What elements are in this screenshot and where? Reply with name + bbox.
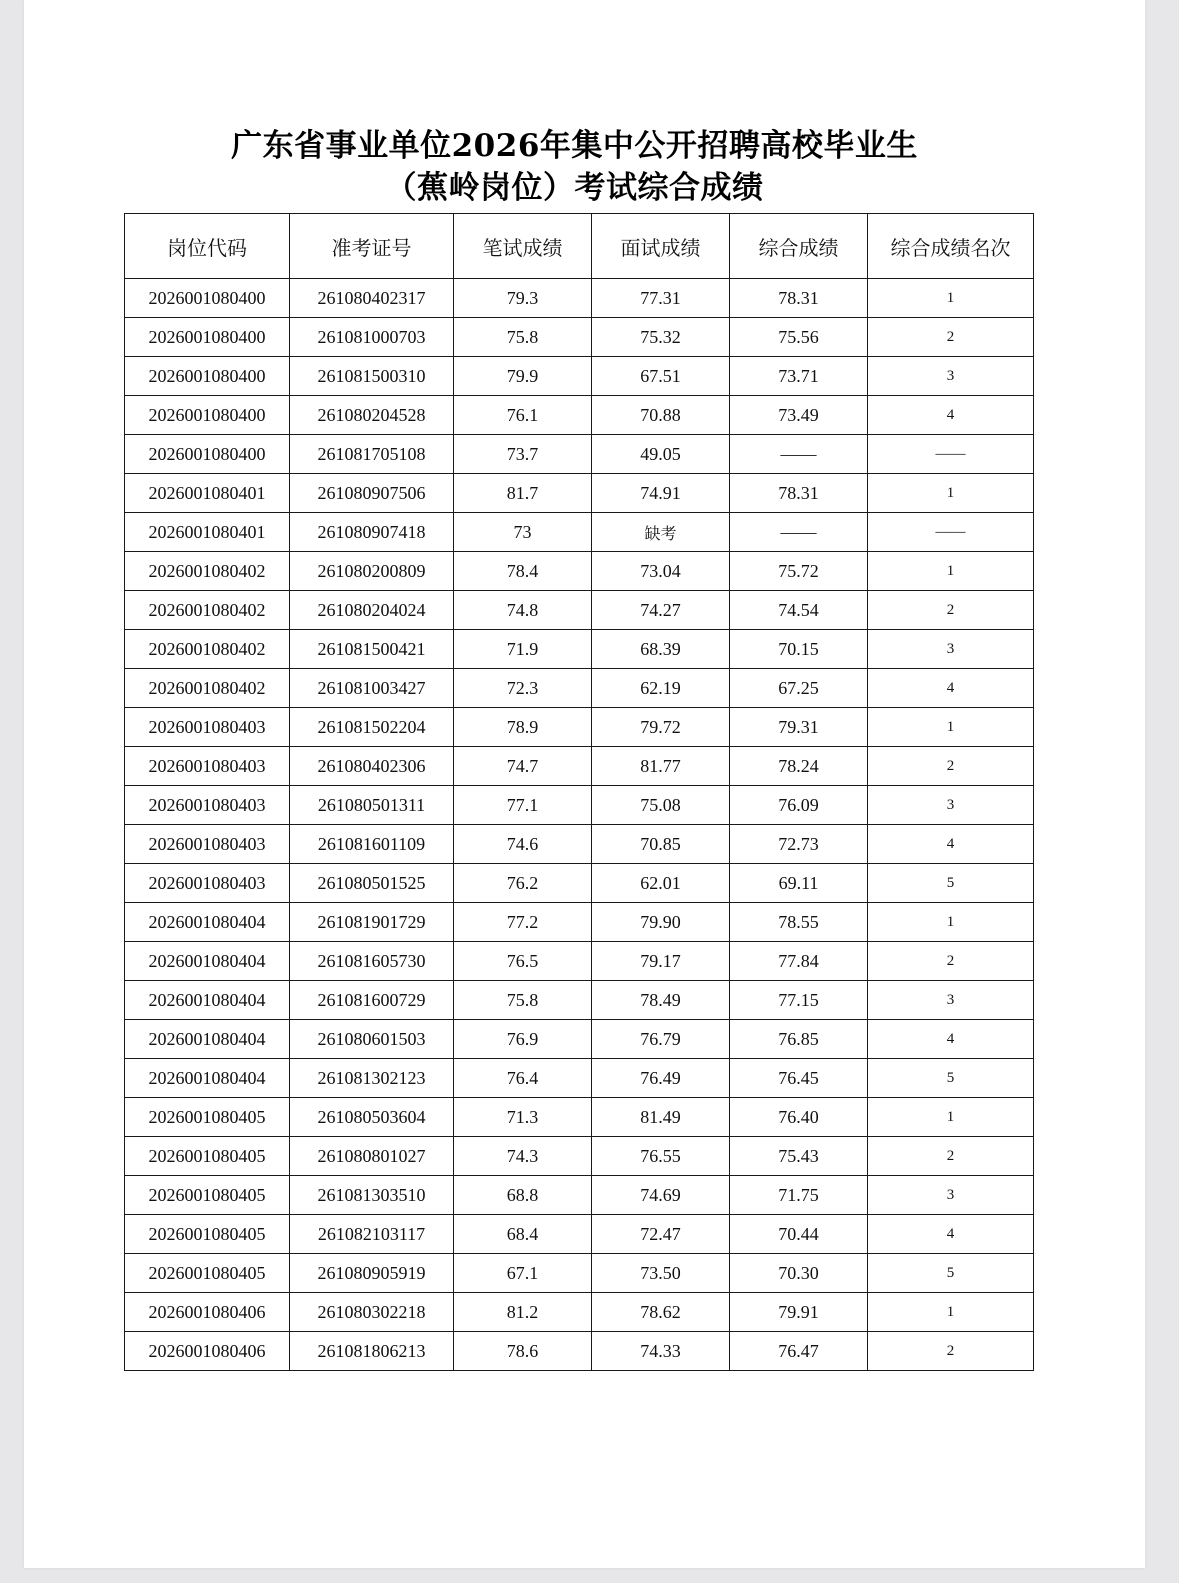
total-score-cell: 78.24 xyxy=(730,747,868,786)
admission-ticket-cell: 261081705108 xyxy=(290,435,454,474)
table-row xyxy=(125,825,1034,864)
admission-ticket-cell: 261080204024 xyxy=(290,591,454,630)
rank-cell: 1 xyxy=(868,1293,1034,1332)
rank-cell: 4 xyxy=(868,1215,1034,1254)
table-row xyxy=(125,669,1034,708)
admission-ticket-cell: 261081502204 xyxy=(290,708,454,747)
written-score-cell: 75.8 xyxy=(454,318,592,357)
position-code-cell: 2026001080404 xyxy=(125,903,290,942)
table-row xyxy=(125,1215,1034,1254)
interview-score-cell: 74.69 xyxy=(592,1176,730,1215)
table-row xyxy=(125,708,1034,747)
position-code-cell: 2026001080400 xyxy=(125,279,290,318)
total-score-cell: 71.75 xyxy=(730,1176,868,1215)
interview-score-cell: 73.04 xyxy=(592,552,730,591)
interview-score-cell: 缺考 xyxy=(592,513,730,552)
position-code-cell: 2026001080401 xyxy=(125,474,290,513)
total-score-cell: 75.43 xyxy=(730,1137,868,1176)
table-row xyxy=(125,1254,1034,1293)
rank-cell: 1 xyxy=(868,474,1034,513)
interview-score-cell: 78.62 xyxy=(592,1293,730,1332)
total-score-cell: —— xyxy=(730,435,868,474)
interview-score-cell: 81.77 xyxy=(592,747,730,786)
rank-cell: 4 xyxy=(868,669,1034,708)
interview-score-cell: 74.33 xyxy=(592,1332,730,1371)
written-score-cell: 73.7 xyxy=(454,435,592,474)
position-code-cell: 2026001080400 xyxy=(125,435,290,474)
written-score-cell: 76.4 xyxy=(454,1059,592,1098)
total-score-cell: 76.47 xyxy=(730,1332,868,1371)
written-score-cell: 81.7 xyxy=(454,474,592,513)
rank-cell: 1 xyxy=(868,903,1034,942)
total-score-cell: 67.25 xyxy=(730,669,868,708)
written-score-cell: 67.1 xyxy=(454,1254,592,1293)
document-title-line1: 广东省事业单位2026年集中公开招聘高校毕业生 xyxy=(231,128,918,164)
position-code-cell: 2026001080402 xyxy=(125,591,290,630)
rank-cell: —— xyxy=(868,513,1034,552)
rank-cell: 5 xyxy=(868,1059,1034,1098)
interview-score-cell: 70.85 xyxy=(592,825,730,864)
written-score-cell: 76.9 xyxy=(454,1020,592,1059)
interview-score-cell: 75.32 xyxy=(592,318,730,357)
table-row xyxy=(125,1137,1034,1176)
written-score-cell: 68.8 xyxy=(454,1176,592,1215)
header-total-rank: 综合成绩名次 xyxy=(868,214,1034,279)
written-score-cell: 79.9 xyxy=(454,357,592,396)
total-score-cell: 76.40 xyxy=(730,1098,868,1137)
position-code-cell: 2026001080403 xyxy=(125,708,290,747)
document-title-line2: （蕉岭岗位）考试综合成绩 xyxy=(385,170,764,206)
rank-cell: 2 xyxy=(868,591,1034,630)
interview-score-cell: 76.79 xyxy=(592,1020,730,1059)
interview-score-cell: 62.19 xyxy=(592,669,730,708)
rank-cell: 2 xyxy=(868,942,1034,981)
rank-cell: 4 xyxy=(868,396,1034,435)
position-code-cell: 2026001080400 xyxy=(125,318,290,357)
total-score-cell: 75.72 xyxy=(730,552,868,591)
position-code-cell: 2026001080400 xyxy=(125,357,290,396)
position-code-cell: 2026001080402 xyxy=(125,669,290,708)
written-score-cell: 76.5 xyxy=(454,942,592,981)
table-row xyxy=(125,513,1034,552)
written-score-cell: 78.4 xyxy=(454,552,592,591)
position-code-cell: 2026001080404 xyxy=(125,1059,290,1098)
position-code-cell: 2026001080405 xyxy=(125,1137,290,1176)
total-score-cell: 72.73 xyxy=(730,825,868,864)
position-code-cell: 2026001080405 xyxy=(125,1215,290,1254)
rank-cell: 1 xyxy=(868,1098,1034,1137)
rank-cell: 3 xyxy=(868,786,1034,825)
table-row xyxy=(125,630,1034,669)
rank-cell: 1 xyxy=(868,708,1034,747)
position-code-cell: 2026001080405 xyxy=(125,1098,290,1137)
interview-score-cell: 76.55 xyxy=(592,1137,730,1176)
document-page xyxy=(24,0,1145,1568)
total-score-cell: 70.30 xyxy=(730,1254,868,1293)
header-interview-score: 面试成绩 xyxy=(592,214,730,279)
rank-cell: 2 xyxy=(868,1137,1034,1176)
admission-ticket-cell: 261081303510 xyxy=(290,1176,454,1215)
table-row xyxy=(125,279,1034,318)
interview-score-cell: 75.08 xyxy=(592,786,730,825)
position-code-cell: 2026001080403 xyxy=(125,747,290,786)
admission-ticket-cell: 261080402317 xyxy=(290,279,454,318)
table-row xyxy=(125,1176,1034,1215)
total-score-cell: 79.91 xyxy=(730,1293,868,1332)
table-row xyxy=(125,435,1034,474)
position-code-cell: 2026001080405 xyxy=(125,1176,290,1215)
table-row xyxy=(125,981,1034,1020)
total-score-cell: 79.31 xyxy=(730,708,868,747)
admission-ticket-cell: 261080302218 xyxy=(290,1293,454,1332)
table-row xyxy=(125,396,1034,435)
total-score-cell: 76.09 xyxy=(730,786,868,825)
written-score-cell: 68.4 xyxy=(454,1215,592,1254)
rank-cell: 4 xyxy=(868,825,1034,864)
interview-score-cell: 79.90 xyxy=(592,903,730,942)
written-score-cell: 71.3 xyxy=(454,1098,592,1137)
total-score-cell: 78.31 xyxy=(730,474,868,513)
admission-ticket-cell: 261080501525 xyxy=(290,864,454,903)
rank-cell: 3 xyxy=(868,1176,1034,1215)
admission-ticket-cell: 261080907506 xyxy=(290,474,454,513)
total-score-cell: 77.84 xyxy=(730,942,868,981)
interview-score-cell: 79.72 xyxy=(592,708,730,747)
table-row xyxy=(125,942,1034,981)
interview-score-cell: 68.39 xyxy=(592,630,730,669)
admission-ticket-cell: 261080501311 xyxy=(290,786,454,825)
admission-ticket-cell: 261081901729 xyxy=(290,903,454,942)
position-code-cell: 2026001080402 xyxy=(125,630,290,669)
rank-cell: 2 xyxy=(868,318,1034,357)
admission-ticket-cell: 261080907418 xyxy=(290,513,454,552)
written-score-cell: 71.9 xyxy=(454,630,592,669)
interview-score-cell: 77.31 xyxy=(592,279,730,318)
interview-score-cell: 81.49 xyxy=(592,1098,730,1137)
table-row xyxy=(125,552,1034,591)
admission-ticket-cell: 261080601503 xyxy=(290,1020,454,1059)
table-row xyxy=(125,591,1034,630)
admission-ticket-cell: 261081003427 xyxy=(290,669,454,708)
rank-cell: 5 xyxy=(868,864,1034,903)
table-row xyxy=(125,747,1034,786)
written-score-cell: 75.8 xyxy=(454,981,592,1020)
interview-score-cell: 70.88 xyxy=(592,396,730,435)
position-code-cell: 2026001080405 xyxy=(125,1254,290,1293)
admission-ticket-cell: 261080905919 xyxy=(290,1254,454,1293)
position-code-cell: 2026001080400 xyxy=(125,396,290,435)
header-admission-ticket: 准考证号 xyxy=(290,214,454,279)
interview-score-cell: 76.49 xyxy=(592,1059,730,1098)
written-score-cell: 81.2 xyxy=(454,1293,592,1332)
admission-ticket-cell: 261081605730 xyxy=(290,942,454,981)
table-row xyxy=(125,1020,1034,1059)
admission-ticket-cell: 261081601109 xyxy=(290,825,454,864)
total-score-cell: 75.56 xyxy=(730,318,868,357)
total-score-cell: —— xyxy=(730,513,868,552)
total-score-cell: 70.15 xyxy=(730,630,868,669)
written-score-cell: 76.2 xyxy=(454,864,592,903)
results-table xyxy=(124,213,1034,1371)
position-code-cell: 2026001080403 xyxy=(125,864,290,903)
rank-cell: 3 xyxy=(868,357,1034,396)
written-score-cell: 74.6 xyxy=(454,825,592,864)
position-code-cell: 2026001080404 xyxy=(125,1020,290,1059)
interview-score-cell: 62.01 xyxy=(592,864,730,903)
position-code-cell: 2026001080406 xyxy=(125,1293,290,1332)
position-code-cell: 2026001080403 xyxy=(125,786,290,825)
rank-cell: 3 xyxy=(868,981,1034,1020)
admission-ticket-cell: 261081600729 xyxy=(290,981,454,1020)
admission-ticket-cell: 261081500421 xyxy=(290,630,454,669)
interview-score-cell: 67.51 xyxy=(592,357,730,396)
interview-score-cell: 72.47 xyxy=(592,1215,730,1254)
position-code-cell: 2026001080401 xyxy=(125,513,290,552)
rank-cell: 1 xyxy=(868,279,1034,318)
header-total-score: 综合成绩 xyxy=(730,214,868,279)
admission-ticket-cell: 261081000703 xyxy=(290,318,454,357)
admission-ticket-cell: 261081806213 xyxy=(290,1332,454,1371)
admission-ticket-cell: 261080801027 xyxy=(290,1137,454,1176)
rank-cell: 4 xyxy=(868,1020,1034,1059)
table-row xyxy=(125,1098,1034,1137)
admission-ticket-cell: 261080204528 xyxy=(290,396,454,435)
written-score-cell: 78.9 xyxy=(454,708,592,747)
position-code-cell: 2026001080404 xyxy=(125,942,290,981)
interview-score-cell: 79.17 xyxy=(592,942,730,981)
rank-cell: 2 xyxy=(868,1332,1034,1371)
written-score-cell: 77.2 xyxy=(454,903,592,942)
table-row xyxy=(125,474,1034,513)
rank-cell: 3 xyxy=(868,630,1034,669)
position-code-cell: 2026001080406 xyxy=(125,1332,290,1371)
written-score-cell: 73 xyxy=(454,513,592,552)
position-code-cell: 2026001080402 xyxy=(125,552,290,591)
total-score-cell: 73.71 xyxy=(730,357,868,396)
rank-cell: 2 xyxy=(868,747,1034,786)
total-score-cell: 76.85 xyxy=(730,1020,868,1059)
written-score-cell: 78.6 xyxy=(454,1332,592,1371)
total-score-cell: 74.54 xyxy=(730,591,868,630)
rank-cell: 5 xyxy=(868,1254,1034,1293)
interview-score-cell: 74.91 xyxy=(592,474,730,513)
header-position-code: 岗位代码 xyxy=(125,214,290,279)
admission-ticket-cell: 261081302123 xyxy=(290,1059,454,1098)
total-score-cell: 78.31 xyxy=(730,279,868,318)
interview-score-cell: 73.50 xyxy=(592,1254,730,1293)
written-score-cell: 74.8 xyxy=(454,591,592,630)
interview-score-cell: 49.05 xyxy=(592,435,730,474)
table-row xyxy=(125,864,1034,903)
admission-ticket-cell: 261082103117 xyxy=(290,1215,454,1254)
total-score-cell: 73.49 xyxy=(730,396,868,435)
written-score-cell: 74.7 xyxy=(454,747,592,786)
admission-ticket-cell: 261081500310 xyxy=(290,357,454,396)
total-score-cell: 76.45 xyxy=(730,1059,868,1098)
table-row xyxy=(125,1293,1034,1332)
position-code-cell: 2026001080403 xyxy=(125,825,290,864)
table-body xyxy=(125,279,1034,1371)
interview-score-cell: 78.49 xyxy=(592,981,730,1020)
total-score-cell: 77.15 xyxy=(730,981,868,1020)
total-score-cell: 70.44 xyxy=(730,1215,868,1254)
table-row xyxy=(125,786,1034,825)
written-score-cell: 74.3 xyxy=(454,1137,592,1176)
written-score-cell: 76.1 xyxy=(454,396,592,435)
table-row xyxy=(125,357,1034,396)
admission-ticket-cell: 261080503604 xyxy=(290,1098,454,1137)
table-row xyxy=(125,903,1034,942)
written-score-cell: 79.3 xyxy=(454,279,592,318)
admission-ticket-cell: 261080200809 xyxy=(290,552,454,591)
table-row xyxy=(125,1332,1034,1371)
table-row xyxy=(125,1059,1034,1098)
header-written-score: 笔试成绩 xyxy=(454,214,592,279)
total-score-cell: 78.55 xyxy=(730,903,868,942)
interview-score-cell: 74.27 xyxy=(592,591,730,630)
table-row xyxy=(125,318,1034,357)
total-score-cell: 69.11 xyxy=(730,864,868,903)
rank-cell: 1 xyxy=(868,552,1034,591)
table-header-row xyxy=(125,214,1034,279)
written-score-cell: 77.1 xyxy=(454,786,592,825)
rank-cell: —— xyxy=(868,435,1034,474)
written-score-cell: 72.3 xyxy=(454,669,592,708)
admission-ticket-cell: 261080402306 xyxy=(290,747,454,786)
position-code-cell: 2026001080404 xyxy=(125,981,290,1020)
